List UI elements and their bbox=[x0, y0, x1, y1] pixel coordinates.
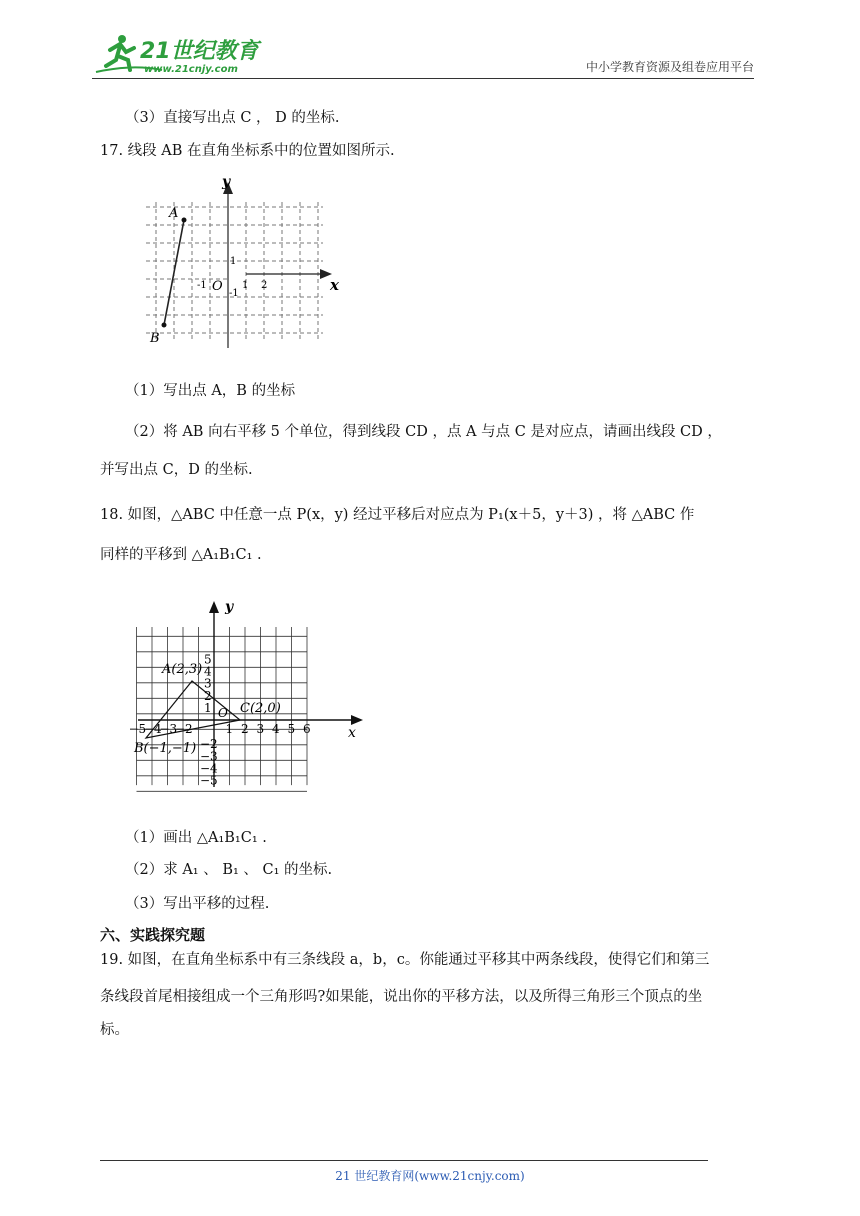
q17-tick-x1: 1 bbox=[242, 280, 249, 291]
q18-label-c: C(2,0) bbox=[240, 701, 281, 716]
q18-label-x: x bbox=[348, 725, 356, 741]
q18-stem-line2: 同样的平移到 △A₁B₁C₁ . bbox=[100, 547, 262, 563]
q18-part1: （1）画出 △A₁B₁C₁ . bbox=[125, 830, 267, 846]
footer-text: 21 世纪教育网(www.21cnjy.com) bbox=[335, 1169, 525, 1183]
q18-label-y: y bbox=[225, 599, 234, 615]
q19-line2: 条线段首尾相接组成一个三角形吗?如果能，说出你的平移方法，以及所得三角形三个顶点的坐 bbox=[100, 989, 703, 1005]
q17-label-x: x bbox=[330, 276, 339, 294]
q18-x-tick-label: 5 bbox=[287, 722, 296, 736]
q18-x-tick-label: 6 bbox=[303, 722, 311, 736]
logo-sub-text: www.21cnjy.com bbox=[144, 64, 238, 75]
q18-x-tick-label: −4 bbox=[144, 722, 162, 736]
q18-x-tick-label: 4 bbox=[272, 722, 280, 736]
q18-y-tick-label: 4 bbox=[204, 664, 212, 679]
q18-x-tick-label: 2 bbox=[241, 722, 249, 736]
q17-label-b: B bbox=[150, 331, 160, 346]
q17-point-a bbox=[182, 218, 187, 223]
q17-tick-x2: 2 bbox=[261, 280, 268, 291]
q18-y-tick-label: −3 bbox=[200, 749, 218, 764]
q19-line3: 标。 bbox=[100, 1022, 129, 1038]
q18-label-b: B(−1,−1) bbox=[134, 741, 197, 756]
q17-x-axis bbox=[246, 269, 332, 279]
q18-x-tick-label: −5 bbox=[130, 722, 147, 736]
q17-label-o: O bbox=[212, 279, 223, 294]
q17-part2-line1: （2）将 AB 向右平移 5 个单位，得到线段 CD ，点 A 与点 C 是对应点，请画出线段 CD ， bbox=[125, 424, 722, 440]
q18-y-tick-label: 5 bbox=[204, 652, 212, 667]
q19-line1: 19. 如图，在直角坐标系中有三条线段 a，b，c。你能通过平移其中两条线段，使得它们和第三 bbox=[100, 952, 710, 968]
q18-y-tick-label: 2 bbox=[204, 688, 212, 703]
q18-y-tick-label: 3 bbox=[204, 676, 212, 691]
logo-main-text: 21世纪教育 bbox=[140, 39, 259, 64]
footer-divider bbox=[100, 1160, 708, 1161]
section6-title: 六、实践探究题 bbox=[100, 926, 206, 944]
q18-stem-line1: 18. 如图，△ABC 中任意一点 P(x，y) 经过平移后对应点为 P₁(x＋5，y＋3) ，将 △ABC 作 bbox=[100, 507, 695, 523]
header-platform-text: 中小学教育资源及组卷应用平台 bbox=[585, 60, 754, 74]
q16-part3: （3）直接写出点 C ， D 的坐标. bbox=[125, 110, 340, 126]
q17-label-a: A bbox=[169, 206, 179, 221]
q18-part2: （2）求 A₁ 、 B₁ 、 C₁ 的坐标. bbox=[125, 862, 333, 878]
q17-label-y: y bbox=[222, 174, 231, 190]
q17-figure bbox=[138, 172, 353, 352]
q18-x-tick-label: 3 bbox=[256, 722, 265, 736]
q17-tick-xneg1: -1 bbox=[197, 280, 207, 291]
q18-part3: （3）写出平移的过程. bbox=[125, 896, 270, 912]
q18-y-tick-label: −5 bbox=[200, 773, 218, 788]
q17-stem: 17. 线段 AB 在直角坐标系中的位置如图所示. bbox=[100, 143, 395, 159]
q18-x-tick-label: −2 bbox=[175, 722, 193, 736]
q17-part1: （1）写出点 A，B 的坐标 bbox=[125, 383, 296, 399]
q17-grid bbox=[146, 202, 323, 342]
q17-part2-line2: 并写出点 C，D 的坐标. bbox=[100, 462, 253, 478]
q18-figure bbox=[130, 595, 380, 795]
q18-y-tick-label: −4 bbox=[200, 761, 218, 776]
q17-tick-yneg1: -1 bbox=[229, 288, 239, 299]
q18-y-tick-label: 1 bbox=[204, 700, 212, 715]
header-divider bbox=[92, 78, 754, 79]
q18-x-tick-label: 1 bbox=[225, 722, 234, 736]
q18-y-tick-label: −2 bbox=[200, 737, 218, 752]
q18-label-a: A(2,3) bbox=[162, 662, 203, 677]
q17-point-b bbox=[162, 323, 167, 328]
q18-x-tick-label: −3 bbox=[159, 722, 178, 736]
q18-label-o: O bbox=[218, 706, 228, 720]
q17-tick-y1: 1 bbox=[230, 256, 237, 267]
site-logo bbox=[92, 30, 272, 78]
